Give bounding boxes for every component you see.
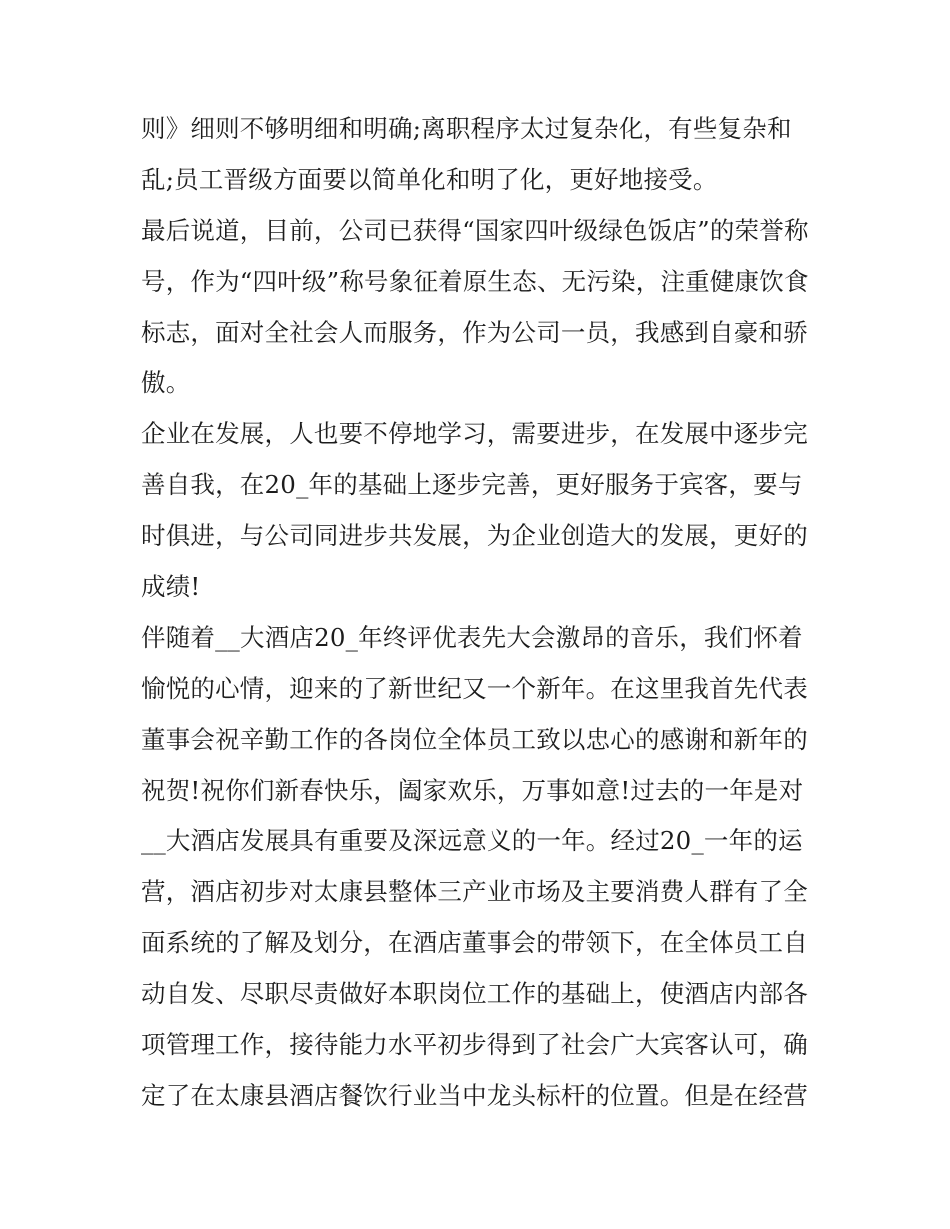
text-line: 项管理工作，接待能力水平初步得到了社会广大宾客认可，确 [141,1030,808,1060]
text-line: 动自发、尽职尽责做好本职岗位工作的基础上，使酒店内部各 [141,979,808,1009]
text-line: 成绩! [141,572,201,602]
body-text [141,104,821,1122]
text-line: 面系统的了解及划分，在酒店董事会的带领下，在全体员工自 [141,928,808,958]
text-line: __大酒店发展具有重要及深远意义的一年。经过20_一年的运 [141,826,803,856]
text-line: 善自我，在20_年的基础上逐步完善，更好服务于宾客，要与 [141,470,803,500]
text-line: 时俱进，与公司同进步共发展，为企业创造大的发展，更好的 [141,521,808,551]
text-line: 董事会祝辛勤工作的各岗位全体员工致以忠心的感谢和新年的 [141,724,808,754]
text-line: 标志，面对全社会人而服务，作为公司一员，我感到自豪和骄 [141,317,808,347]
text-line: 则》细则不够明细和明确;离职程序太过复杂化，有些复杂和 [141,114,792,143]
text-line: 最后说道，目前，公司已获得“国家四叶级绿色饭店”的荣誉称 [141,215,809,245]
text-line: 伴随着__大酒店20_年终评优表先大会激昂的音乐，我们怀着 [141,622,803,652]
text-line: 定了在太康县酒店餐饮行业当中龙头标杆的位置。但是在经营 [141,1080,808,1110]
text-line: 愉悦的心情，迎来的了新世纪又一个新年。在这里我首先代表 [141,673,808,703]
text-line: 营，酒店初步对太康县整体三产业市场及主要消费人群有了全 [141,877,808,907]
text-line: 号，作为“四叶级”称号象征着原生态、无污染，注重健康饮食 [141,266,809,296]
text-line: 祝贺!祝你们新春快乐，阖家欢乐，万事如意!过去的一年是对 [141,775,804,805]
text-line: 乱;员工晋级方面要以简单化和明了化，更好地接受。 [141,164,718,194]
text-line: 企业在发展，人也要不停地学习，需要进步，在发展中逐步完 [141,419,808,449]
text-line: 傲。 [141,368,191,398]
